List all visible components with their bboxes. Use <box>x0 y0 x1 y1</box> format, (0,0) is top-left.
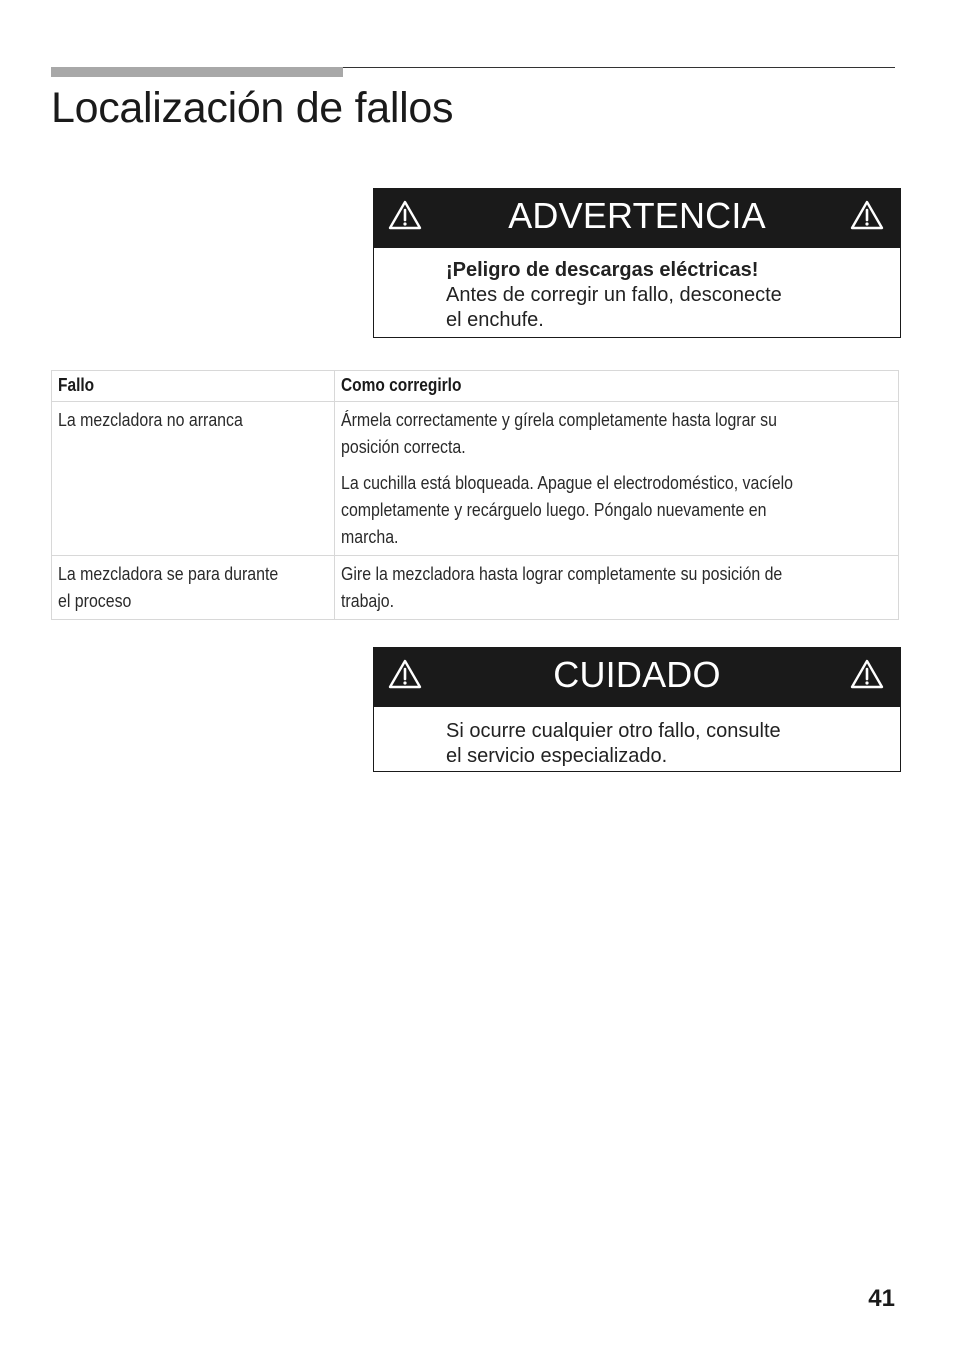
warning-header <box>374 188 900 248</box>
fault-text: La mezcladora no arranca <box>58 409 243 430</box>
fault-cell <box>52 402 335 556</box>
page-number: 41 <box>868 1285 895 1312</box>
caution-header <box>374 647 900 707</box>
warning-body <box>374 248 900 337</box>
warning-text-line: Antes de corregir un fallo, desconecte <box>446 284 782 306</box>
caution-body <box>374 707 900 773</box>
header-rule-bar <box>51 67 343 77</box>
warning-title: ADVERTENCIA <box>508 195 766 236</box>
caution-box <box>373 647 901 772</box>
column-header-fault: Fallo <box>52 371 335 402</box>
column-header-fix: Como corregirlo <box>335 371 899 402</box>
fix-paragraph: La cuchilla está bloqueada. Apague el electrodoméstico, vacíelo completamente y recárguelo luego. Póngalo nuevamente en marcha. <box>341 472 793 547</box>
table-row <box>52 402 899 556</box>
fix-paragraph: Gire la mezcladora hasta lograr completamente su posición de trabajo. <box>341 563 783 611</box>
fix-paragraph: Ármela correctamente y gírela completamente hasta lograr su posición correcta. <box>341 409 777 457</box>
warning-triangle-icon <box>850 200 884 230</box>
page-title: Localización de fallos <box>51 84 454 132</box>
caution-title: CUIDADO <box>553 654 721 695</box>
warning-lead: ¡Peligro de descargas eléctricas! <box>446 259 759 281</box>
warning-box <box>373 188 901 338</box>
caution-text-line: el servicio especializado. <box>446 745 668 767</box>
table-row <box>52 556 899 620</box>
caution-text-line: Si ocurre cualquier otro fallo, consulte <box>446 720 781 742</box>
warning-triangle-icon <box>850 659 884 689</box>
fault-cell: La mezcladora se para durante el proceso <box>52 556 335 620</box>
fix-cell <box>335 556 899 620</box>
warning-text-line: el enchufe. <box>446 309 544 331</box>
troubleshooting-table <box>51 370 899 620</box>
table-header-row <box>52 371 899 402</box>
fix-cell <box>335 402 899 556</box>
